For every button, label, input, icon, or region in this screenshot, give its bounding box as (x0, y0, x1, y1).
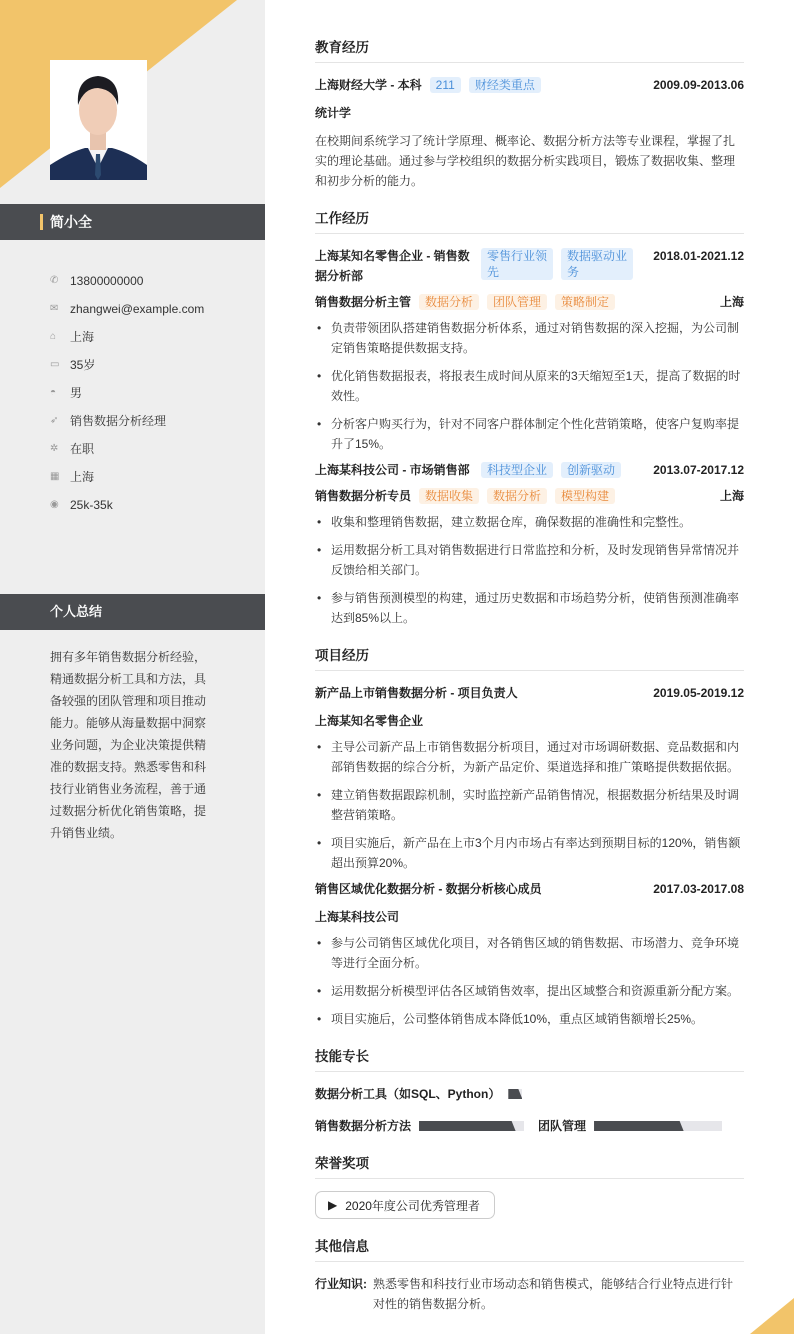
skill-bar-fill (594, 1121, 684, 1131)
skill-item (315, 1084, 522, 1104)
contact-item (50, 495, 204, 523)
work-section (315, 209, 744, 628)
tag: 数据驱动业务 (561, 248, 633, 280)
school: 上海财经大学 - 本科 (315, 78, 422, 92)
summary-title: 个人总结 (50, 604, 103, 619)
skill-bar (419, 1121, 524, 1131)
project-name: 销售区域优化数据分析 - 数据分析核心成员 (315, 882, 542, 896)
name-bar (0, 204, 265, 240)
mail-icon: ✉ (50, 303, 59, 314)
skill-tag: 策略制定 (555, 294, 615, 310)
section-title: 技能专长 (315, 1047, 744, 1072)
tag: 财经类重点 (469, 77, 541, 93)
bullet: • 收集和整理销售数据，建立数据仓库，确保数据的准确性和完整性。 (315, 512, 744, 532)
bullet: • 建立销售数据跟踪机制，实时监控新产品销售情况，根据数据分析结果及时调整营销策略。 (315, 785, 744, 825)
candidate-name: 简小全 (50, 214, 92, 230)
skill-bar (508, 1089, 522, 1099)
contact-text: 35岁 (70, 358, 96, 372)
skill-bar-fill (508, 1089, 522, 1099)
section-title: 其他信息 (315, 1237, 744, 1262)
major: 统计学 (315, 106, 352, 120)
bullet: • 负责带领团队搭建销售数据分析体系，通过对销售数据的深入挖掘，为公司制定销售策略提供数据支持。 (315, 318, 744, 358)
summary-header (0, 594, 265, 630)
contact-item (50, 383, 204, 411)
skill-name: 销售数据分析方法 (315, 1119, 412, 1133)
building-icon: ▦ (50, 471, 60, 482)
bullet: • 项目实施后，公司整体销售成本降低10%，重点区域销售额增长25%。 (315, 1009, 744, 1029)
summary-text: 拥有多年销售数据分析经验，精通数据分析工具和方法，具备较强的团队管理和项目推动能力。能够从海量数据中洞察业务问题，为企业决策提供精准的数据支持。熟悉零售和科技行业销售业务流程，善于通过数据分析优化销售策略，提升销售业绩。 (50, 650, 207, 840)
main-content (315, 38, 744, 1332)
tag: 零售行业领先 (481, 248, 553, 280)
award-item[interactable] (315, 1191, 495, 1219)
tag: 211 (430, 77, 461, 93)
contact-text: zhangwei@example.com (70, 302, 205, 316)
contact-text: 上海 (70, 470, 95, 484)
send-icon: ➶ (50, 415, 59, 426)
other-text: 熟悉零售和科技行业市场动态和销售模式，能够结合行业特点进行针对性的销售数据分析。 (373, 1277, 734, 1311)
skill-item (315, 1116, 524, 1136)
contact-text: 销售数据分析经理 (70, 414, 167, 428)
skills-section (315, 1047, 744, 1136)
bullet: • 项目实施后，新产品在上市3个月内市场占有率达到预期目标的120%，销售额超出预算20%。 (315, 833, 744, 873)
gender-icon: ◓ (50, 387, 57, 398)
salary-icon: ◉ (50, 499, 59, 510)
job-entry (315, 246, 744, 454)
contact-text: 上海 (70, 330, 95, 344)
project-entry (315, 879, 744, 1029)
contact-item (50, 467, 204, 495)
company: 上海某知名零售企业 - 销售数据分析部 (315, 249, 470, 283)
bullet: • 主导公司新产品上市销售数据分析项目，通过对市场调研数据、竞品数据和内部销售数据的综合分析，为新产品定价、渠道选择和推广策略提供数据依据。 (315, 737, 744, 777)
skill-tag: 数据收集 (419, 488, 479, 504)
section-title: 项目经历 (315, 646, 744, 671)
contact-text: 男 (70, 386, 83, 400)
bullet: • 参与公司销售区域优化项目，对各销售区域的销售数据、市场潜力、竞争环境等进行全面分析。 (315, 933, 744, 973)
org: 上海某科技公司 (315, 910, 400, 924)
skill-name: 数据分析工具（如SQL、Python） (315, 1087, 501, 1101)
contact-item (50, 411, 204, 439)
date: 2013.07-2017.12 (653, 463, 744, 477)
section-title: 荣誉奖项 (315, 1154, 744, 1179)
contact-text: 在职 (70, 442, 95, 456)
avatar (50, 60, 147, 180)
skill-tag: 数据分析 (487, 488, 547, 504)
section-title: 教育经历 (315, 38, 744, 63)
skill-tag: 数据分析 (419, 294, 479, 310)
description: 在校期间系统学习了统计学原理、概率论、数据分析方法等专业课程，掌握了扎实的理论基础。通过参与学校组织的数据分析实践项目，锻炼了数据收集、整理和初步分析的能力。 (315, 134, 736, 188)
bullet: • 优化销售数据报表，将报表生成时间从原来的3天缩短至1天，提高了数据的时效性。 (315, 366, 744, 406)
awards-section (315, 1154, 744, 1219)
date: 2019.05-2019.12 (653, 686, 744, 700)
org: 上海某知名零售企业 (315, 714, 424, 728)
home-icon: ⌂ (50, 331, 57, 342)
company: 上海某科技公司 - 市场销售部 (315, 463, 470, 477)
contact-item (50, 299, 204, 327)
date: 2017.03-2017.08 (653, 882, 744, 896)
city: 上海 (719, 489, 744, 503)
skill-bar (594, 1121, 722, 1131)
other-section (315, 1237, 744, 1314)
contact-item (50, 327, 204, 355)
projects-section (315, 646, 744, 1029)
other-label: 行业知识: (315, 1277, 367, 1291)
contact-text: 25k-35k (70, 498, 113, 512)
skill-tag: 团队管理 (487, 294, 547, 310)
decor-triangle (744, 1294, 794, 1334)
contact-text: 13800000000 (70, 274, 144, 288)
award-label: 2020年度公司优秀管理者 (345, 1198, 480, 1213)
bullet: • 分析客户购买行为，针对不同客户群体制定个性化营销策略，使客户复购率提升了15%。 (315, 414, 744, 454)
city: 上海 (719, 295, 744, 309)
date: 2018.01-2021.12 (653, 249, 744, 263)
section-title: 工作经历 (315, 209, 744, 234)
role: 销售数据分析主管 (315, 295, 412, 309)
contact-list (50, 271, 204, 523)
tag: 科技型企业 (481, 462, 553, 478)
project-name: 新产品上市销售数据分析 - 项目负责人 (315, 686, 518, 700)
project-entry (315, 683, 744, 873)
bullet: • 运用数据分析模型评估各区域销售效率，提出区域整合和资源重新分配方案。 (315, 981, 744, 1001)
job-entry (315, 460, 744, 628)
contact-item (50, 271, 204, 299)
bullet: • 参与销售预测模型的构建，通过历史数据和市场趋势分析，使销售预测准确率达到85%以上。 (315, 588, 744, 628)
contact-item (50, 355, 204, 383)
contact-item (50, 439, 204, 467)
tag: 创新驱动 (561, 462, 621, 478)
skill-bar-fill (419, 1121, 516, 1131)
date: 2009.09-2013.06 (653, 78, 744, 92)
bullet: • 运用数据分析工具对销售数据进行日常监控和分析，及时发现销售异常情况并反馈给相关部门。 (315, 540, 744, 580)
age-icon: ▭ (50, 359, 60, 370)
role: 销售数据分析专员 (315, 489, 412, 503)
status-icon: ✲ (50, 443, 59, 454)
sidebar (0, 0, 265, 1334)
skill-tag: 模型构建 (555, 488, 615, 504)
skill-name: 团队管理 (538, 1119, 587, 1133)
skill-item (538, 1116, 722, 1136)
phone-icon: ✆ (50, 275, 59, 286)
play-icon: ▶ (328, 1198, 338, 1212)
education-section (315, 38, 744, 191)
